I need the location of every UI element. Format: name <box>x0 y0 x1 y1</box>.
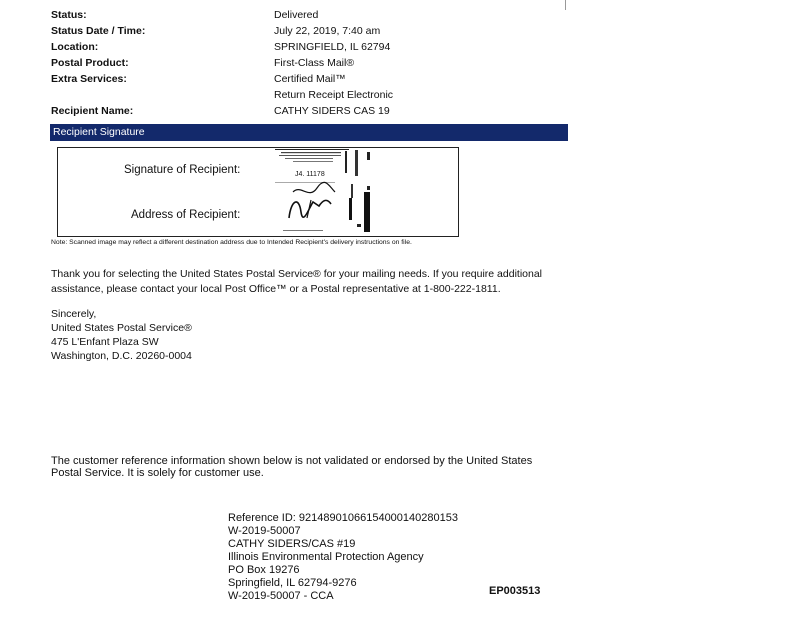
closing-sincerely: Sincerely, <box>51 308 97 320</box>
extra-services-value-2: Return Receipt Electronic <box>274 89 394 101</box>
status-label: Status: <box>51 9 87 21</box>
location-label: Location: <box>51 41 99 53</box>
location-value: SPRINGFIELD, IL 62794 <box>274 41 391 53</box>
top-divider <box>565 0 566 10</box>
bates-number: EP003513 <box>489 585 541 597</box>
recipient-signature-title: Recipient Signature <box>53 126 145 138</box>
extra-services-label: Extra Services: <box>51 73 127 85</box>
signature-of-recipient-label: Signature of Recipient: <box>124 164 241 176</box>
recipient-name-label: Recipient Name: <box>51 105 134 117</box>
closing-organization: United States Postal Service® <box>51 322 192 334</box>
recipient-name-value: CATHY SIDERS CAS 19 <box>274 105 390 117</box>
thank-you-paragraph: Thank you for selecting the United States Postal Service® for your mailing needs. If you require additional assistance, please contact your local Post Office™ or a Postal representative at 1-800-222-1811. <box>51 268 542 295</box>
reference-line: Springfield, IL 62794-9276 <box>228 577 357 589</box>
signature-box <box>57 147 459 237</box>
reference-line: W-2019-50007 <box>228 525 301 537</box>
postal-product-value: First-Class Mail® <box>274 57 355 69</box>
closing-street: 475 L'Enfant Plaza SW <box>51 336 159 348</box>
reference-block <box>228 512 458 603</box>
status-value: Delivered <box>274 9 319 21</box>
customer-reference-disclaimer: The customer reference information shown below is not validated or endorsed by the United States Postal Service. It is solely for customer use. <box>51 455 533 479</box>
closing-city: Washington, D.C. 20260-0004 <box>51 350 192 362</box>
closing-block <box>51 307 192 363</box>
reference-id: Reference ID: 92148901066154000140280153 <box>228 512 458 524</box>
scan-stamp-text: J4. 11178 <box>295 171 325 178</box>
status-date-label: Status Date / Time: <box>51 25 146 37</box>
recipient-signature-header <box>50 124 568 141</box>
extra-services-value: Certified Mail™ <box>274 73 346 85</box>
scan-note: Note: Scanned image may reflect a different destination address due to Intended Recipient's delivery instructions on file. <box>51 239 412 246</box>
scanned-signature-image <box>273 148 376 234</box>
reference-line: Illinois Environmental Protection Agency <box>228 551 424 563</box>
reference-line: W-2019-50007 - CCA <box>228 590 334 602</box>
status-date-value: July 22, 2019, 7:40 am <box>274 25 381 37</box>
address-of-recipient-label: Address of Recipient: <box>131 209 241 221</box>
reference-line: CATHY SIDERS/CAS #19 <box>228 538 356 550</box>
reference-line: PO Box 19276 <box>228 564 300 576</box>
postal-product-label: Postal Product: <box>51 57 129 69</box>
